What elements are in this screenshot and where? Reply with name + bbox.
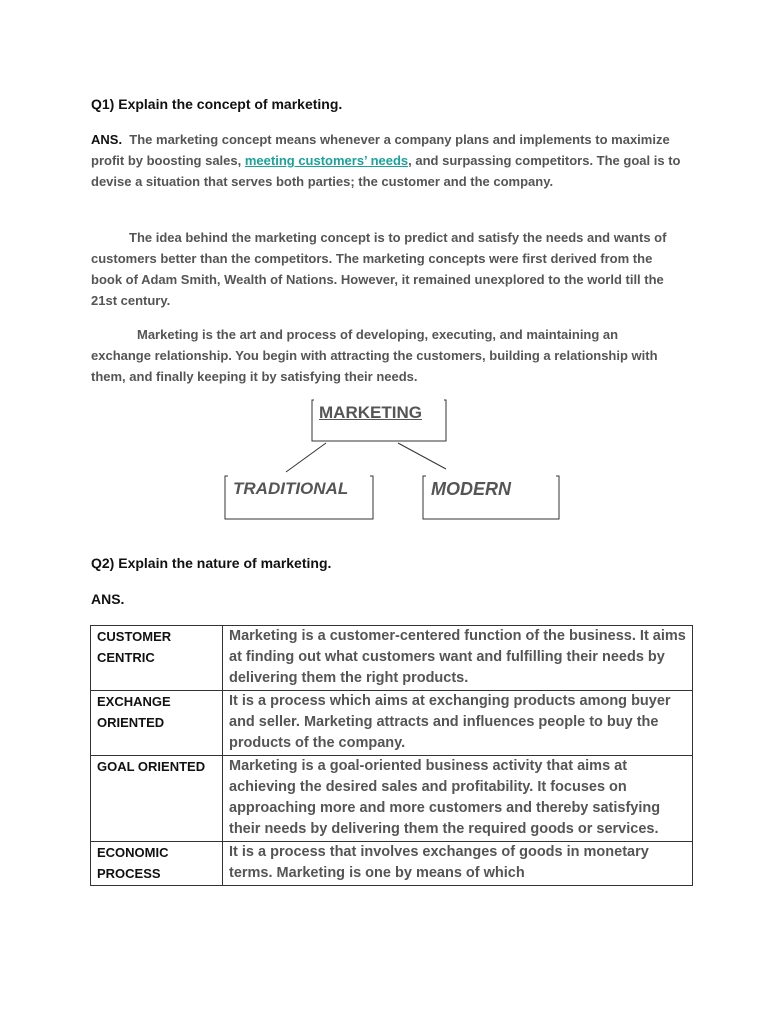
connector-to-modern xyxy=(398,443,446,469)
description-cell: It is a process that involves exchanges of goods in monetary terms. Marketing is one by means of which xyxy=(223,842,693,886)
description-cell: Marketing is a customer-centered function of the business. It aims at finding out what customers want and fulfilling their needs by delivering them the right products. xyxy=(223,626,693,691)
table-row xyxy=(91,756,693,842)
q1-p1-text-start: The marketing concept means whenever a company plans and implements to maximize profit by boosting sales, xyxy=(91,132,670,168)
term-cell: EXCHANGE ORIENTED xyxy=(91,691,223,756)
diagram-root-marketing: MARKETING xyxy=(319,403,422,422)
q1-p1-text-end: , and surpassing competitors. The goal is to devise a situation that serves both parties; the customer and the company. xyxy=(91,153,681,189)
q2-heading: Q2) Explain the nature of marketing. xyxy=(91,555,332,571)
diagram-node-traditional: TRADITIONAL xyxy=(233,479,349,498)
q1-answer-paragraph-2: The idea behind the marketing concept is to predict and satisfy the needs and wants of customers better than the competitors. The marketing concepts were first derived from the book of Adam Smith, Wealth of Nations. However, it remained unexplored to the world till the 21st century. xyxy=(91,230,667,308)
term-cell: ECONOMIC PROCESS xyxy=(91,842,223,886)
table-row xyxy=(91,691,693,756)
term-cell: CUSTOMER CENTRIC xyxy=(91,626,223,691)
diagram-node-modern: MODERN xyxy=(431,479,511,499)
q1-answer-paragraph-3: Marketing is the art and process of developing, executing, and maintaining an exchange relationship. You begin with attracting the customers, building a relationship with them, and finally keeping it by satisfying their needs. xyxy=(91,327,658,384)
q2-ans-label: ANS. xyxy=(91,591,125,607)
term-cell: GOAL ORIENTED xyxy=(91,756,223,842)
q1-ans-label: ANS. xyxy=(91,132,123,147)
table-row xyxy=(91,842,693,886)
connector-to-traditional xyxy=(286,443,326,472)
nature-of-marketing-table xyxy=(90,625,693,886)
q1-heading: Q1) Explain the concept of marketing. xyxy=(91,96,343,112)
description-cell: It is a process which aims at exchanging products among buyer and seller. Marketing attracts and influences people to buy the products of the company. xyxy=(223,691,693,756)
table-row xyxy=(91,626,693,691)
description-cell: Marketing is a goal-oriented business activity that aims at achieving the desired sales and profitability. It focuses on approaching more and more customers and thereby satisfying their needs by delivering them the required goods or services. xyxy=(223,756,693,842)
q1-answer-paragraph-1 xyxy=(91,129,681,192)
customers-needs-link[interactable]: meeting customers’ needs xyxy=(244,153,409,168)
